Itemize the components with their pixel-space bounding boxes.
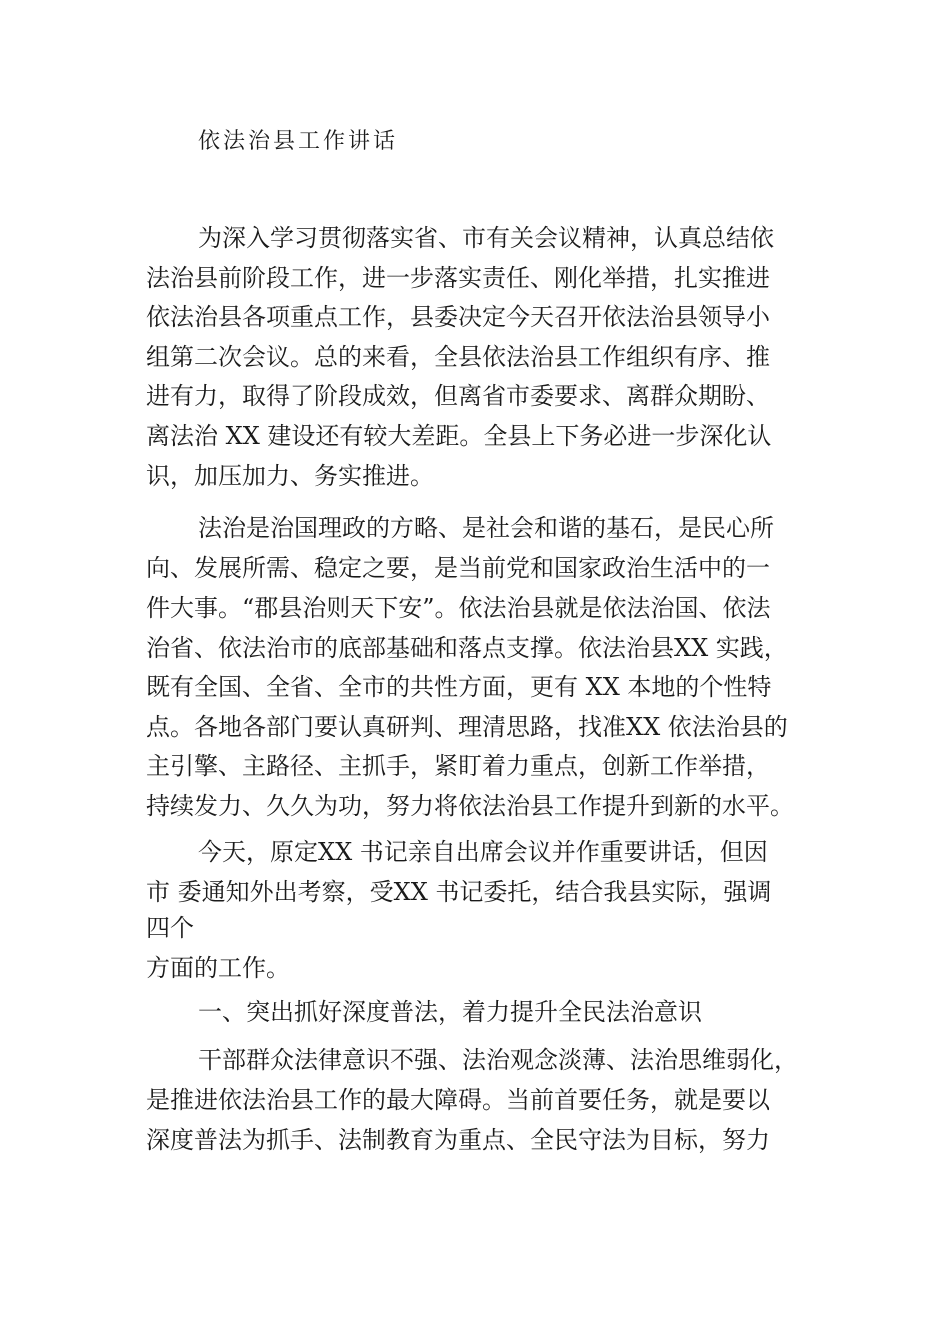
section-heading: 一、突出抓好深度普法，着力提升全民法治意识: [198, 998, 702, 1026]
paragraph-line: 识，加压加力、务实推进。: [146, 462, 434, 490]
paragraph-line: 进有力，取得了阶段成效，但离省市委要求、离群众期盼、: [146, 382, 770, 410]
paragraph-line: 市 委通知外出考察，受XX 书记委托，结合我县实际，强调: [146, 878, 772, 906]
document-title: 依法治县工作讲话: [198, 129, 399, 154]
paragraph-line: 干部群众法律意识不强、法治观念淡薄、法治思维弱化，: [198, 1046, 798, 1074]
paragraph-line: 点。各地各部门要认真研判、理清思路，找准XX 依法治县的: [146, 713, 788, 741]
paragraph-line: 深度普法为抓手、法制教育为重点、全民守法为目标，努力: [146, 1126, 770, 1154]
paragraph-line: 组第二次会议。总的来看，全县依法治县工作组织有序、推: [146, 343, 770, 371]
paragraph-line: 今天，原定XX 书记亲自出席会议并作重要讲话，但因: [198, 838, 768, 866]
paragraph-line: 是推进依法治县工作的最大障碍。当前首要任务，就是要以: [146, 1086, 770, 1114]
paragraph-line: 依法治县各项重点工作，县委决定今天召开依法治县领导小: [146, 303, 770, 331]
paragraph-line: 既有全国、全省、全市的共性方面，更有 XX 本地的个性特: [146, 673, 772, 701]
paragraph-line: 四个: [146, 914, 194, 942]
paragraph-line: 向、发展所需、稳定之要，是当前党和国家政治生活中的一: [146, 554, 770, 582]
paragraph-line: 方面的工作。: [146, 954, 290, 982]
paragraph-line: 法治县前阶段工作，进一步落实责任、刚化举措，扎实推进: [146, 264, 770, 292]
paragraph-line: 治省、依法治市的底部基础和落点支撑。依法治县XX 实践，: [146, 634, 788, 662]
paragraph-line: 为深入学习贯彻落实省、市有关会议精神，认真总结依: [198, 224, 774, 252]
paragraph-line: 法治是治国理政的方略、是社会和谐的基石，是民心所: [198, 514, 774, 542]
paragraph-line: 主引擎、主路径、主抓手，紧盯着力重点，创新工作举措，: [146, 752, 770, 780]
paragraph-line: 持续发力、久久为功，努力将依法治县工作提升到新的水平。: [146, 792, 794, 820]
paragraph-line: 离法治 XX 建设还有较大差距。全县上下务必进一步深化认: [146, 422, 772, 450]
paragraph-line: 件大事。“郡县治则天下安”。依法治县就是依法治国、依法: [146, 594, 771, 622]
